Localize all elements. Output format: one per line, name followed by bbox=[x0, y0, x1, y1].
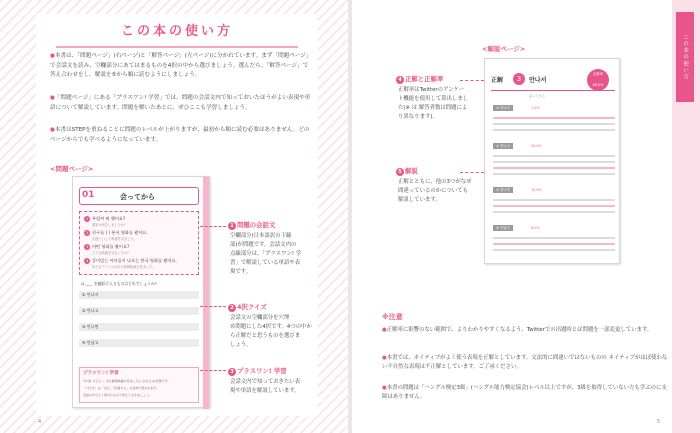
plus-one-line: 会話の中でよく使われるので覚えておきましょう。 bbox=[83, 393, 153, 397]
explanation-line bbox=[493, 117, 615, 119]
page-number-right: 5 bbox=[656, 419, 660, 425]
explanation-line bbox=[493, 167, 615, 169]
callout-body-answer: 正解率はTwitterのアンケー ト機能を使用して算出しまし た(※ は 解答者数は問題によ り異なります)。 bbox=[398, 87, 469, 120]
plus-one-box bbox=[79, 367, 199, 403]
mock-lesson-title: 会ってから bbox=[120, 193, 155, 201]
callout-body-dialog: 空欄部分(日本語訳の下線 部)が問題です。会話文内の 点線部分は、「プラスワン! 学 習」で解説している単語や表 現です。 bbox=[230, 233, 302, 275]
page-title-wrap bbox=[56, 20, 298, 44]
chapter-tab: この本の使い方 bbox=[676, 12, 694, 102]
question-page-label: <問題ページ> bbox=[50, 165, 94, 173]
dialog-translation: 週末は何をしましたか? bbox=[92, 223, 126, 227]
choice-3: ③ 만나면 bbox=[79, 323, 199, 331]
answer-row-tag: ④ 만났고 bbox=[493, 225, 513, 231]
answer-row-pct: 1.0% bbox=[531, 106, 540, 110]
choice-4: ④ 만났고 bbox=[79, 339, 199, 347]
title-underline bbox=[56, 46, 298, 48]
intro-paragraph-2: ●「問題ページ」にある「プラスワン! 学習」では、問題の会話文内で知っておいたほうがよい表現や単語について解説しています。問題を解いたあとに、ぜひここも学習しましょう。 bbox=[50, 95, 311, 111]
dialog-line: 2 친구를 ( ) 본서 영화를 봤어요. bbox=[85, 230, 148, 235]
explanation-line bbox=[493, 173, 615, 175]
callout-title-answer: 4 正解と正解率 bbox=[396, 74, 443, 84]
mock-lesson-header bbox=[79, 187, 199, 205]
callout-title-plus: 3 プラスワン! 学習 bbox=[228, 366, 287, 376]
answer-page-mock bbox=[484, 58, 620, 264]
explanation-line bbox=[493, 237, 615, 239]
callout-body-plus: 会話文内で知っておきたい表 現や単語を解説しています。 bbox=[230, 379, 301, 394]
bullet-icon: ● bbox=[50, 95, 55, 101]
dialog-line: 4 증미있는 아이돌이 나오는 한국 영화를 봤어요. bbox=[85, 258, 177, 263]
answer-row-pct: 8.0% bbox=[531, 226, 540, 230]
callout-connector bbox=[460, 172, 484, 173]
callout-title-dialog: 1 問題の会話文 bbox=[228, 220, 275, 230]
mock-lesson-number: 01 bbox=[82, 190, 95, 200]
explanation-line bbox=[493, 211, 615, 213]
answer-number: 3 bbox=[513, 73, 525, 85]
explanation-line bbox=[493, 249, 615, 251]
callout-connector bbox=[200, 370, 226, 371]
note-2: ●本書では、ネイティブがよく使う表現を正解としています。文法的に間違いではないものの ネイティブがほぼ使わない不自然な表現は不正解としています。ご了承ください。 bbox=[382, 355, 668, 370]
answer-page-label: <解説ページ> bbox=[482, 45, 526, 53]
callout-connector bbox=[460, 80, 484, 81]
explanation-line bbox=[493, 199, 615, 201]
dialog-translation: 友達と( )して映画を見ました。 bbox=[92, 237, 137, 241]
plus-one-line: 아이돌 나오는 ~ 出る韓国映画を見ました(~が出る)の表現です。 bbox=[83, 379, 171, 383]
bullet-icon: ● bbox=[382, 355, 387, 361]
question-page-mock bbox=[72, 176, 210, 408]
dialog-translation: どんな映画を見ましたか? bbox=[92, 251, 129, 255]
callout-body-explanation: 正解とともに、他の3つがなぜ 間違っているのかについても 解説しています。 bbox=[398, 179, 472, 203]
explanation-line bbox=[493, 155, 615, 157]
callout-connector bbox=[200, 226, 226, 227]
answer-word: 만나서 bbox=[529, 77, 547, 84]
notes-heading: ※注意 bbox=[382, 313, 403, 321]
choice-1: ① 만나서 bbox=[79, 291, 199, 299]
answer-header bbox=[491, 69, 615, 91]
explanation-line bbox=[493, 243, 615, 245]
answer-header-label: 正解 bbox=[491, 77, 504, 84]
mock-question: Q.____ を翻訳に入るものはどれでしょうか? bbox=[81, 281, 157, 286]
mock-dialog-box bbox=[79, 211, 199, 275]
right-page bbox=[352, 0, 700, 433]
intro-paragraph-1: ●本書は、「問題ページ」(右ページ)と「解答ページ」(左ページ)に分かれています。まず「問題ページ」で会話文を読み、空欄部分にあてはまるものを4択の中から選びましょう。選んだら、「解答ページ」で答え合わせをし、解説を⑤から順に読むようにしましょう。 bbox=[50, 53, 312, 79]
explanation-line bbox=[493, 123, 615, 125]
answer-row-pct: 15.0% bbox=[531, 188, 542, 192]
explanation-line bbox=[493, 205, 615, 207]
mock-side-strip bbox=[203, 177, 209, 409]
answer-row-tag: ② 만나고 bbox=[493, 143, 513, 149]
note-3: ●本書の問題は「ハングル検定3級」(ハングル能力検定協会)レベル以上ですが、3級を取得していない方も学ぶのに支障はありません。 bbox=[382, 385, 667, 400]
bullet-icon: ● bbox=[382, 385, 387, 391]
explanation-line bbox=[493, 161, 615, 163]
callout-body-quiz: 会話文の空欄部分を穴埋 め問題にした4択です。4つの中か ら正解だと思うものを選びま しょう。 bbox=[230, 315, 312, 348]
bullet-icon: ● bbox=[382, 327, 387, 333]
answer-sub: 会ってから bbox=[529, 94, 545, 98]
callout-title-explanation: 5 解説 bbox=[396, 166, 418, 176]
answer-row-pct: 20.0% bbox=[531, 144, 542, 148]
page-title: この本の使い方 bbox=[120, 24, 233, 39]
plus-one-line: 「나오다」は「出る」「出演する」の意味で使われます。 bbox=[83, 386, 159, 390]
intro-paragraph-3: ●本書はSTEPを重ねることに問題のレベルが上がりますが、最初から順に読む必要はありません。どのページからでも学べるようになっています。 bbox=[50, 127, 310, 143]
answer-row-tag: ③ 만나면 bbox=[493, 187, 513, 193]
page-number-left: 4 bbox=[38, 419, 42, 425]
callout-title-quiz: 2 4択クイズ bbox=[228, 302, 267, 312]
dialog-line: 3 어떤 영화를 봤어요? bbox=[85, 244, 130, 249]
accuracy-badge: 正解率 68.0% bbox=[587, 69, 609, 91]
explanation-line bbox=[493, 129, 615, 131]
callout-connector bbox=[200, 306, 226, 307]
left-page bbox=[0, 0, 348, 433]
bullet-icon: ● bbox=[50, 53, 55, 59]
plus-one-title: プラスワン! 学習 bbox=[83, 371, 119, 376]
note-1: ●正解率に影響のない範囲で、よりわかりやすくなるよう、Twitterでの出題時とは問題を一部変更しています。 bbox=[382, 327, 653, 333]
answer-row-tag: ① 만나서 bbox=[493, 105, 513, 111]
choice-2: ② 만나고 bbox=[79, 307, 199, 315]
bullet-icon: ● bbox=[50, 127, 55, 133]
dialog-line: 1 우림씨 뭐 했어요? bbox=[85, 216, 126, 221]
dialog-translation: 好きなアイドルが出る韓国映画を見ました。 bbox=[92, 265, 156, 269]
